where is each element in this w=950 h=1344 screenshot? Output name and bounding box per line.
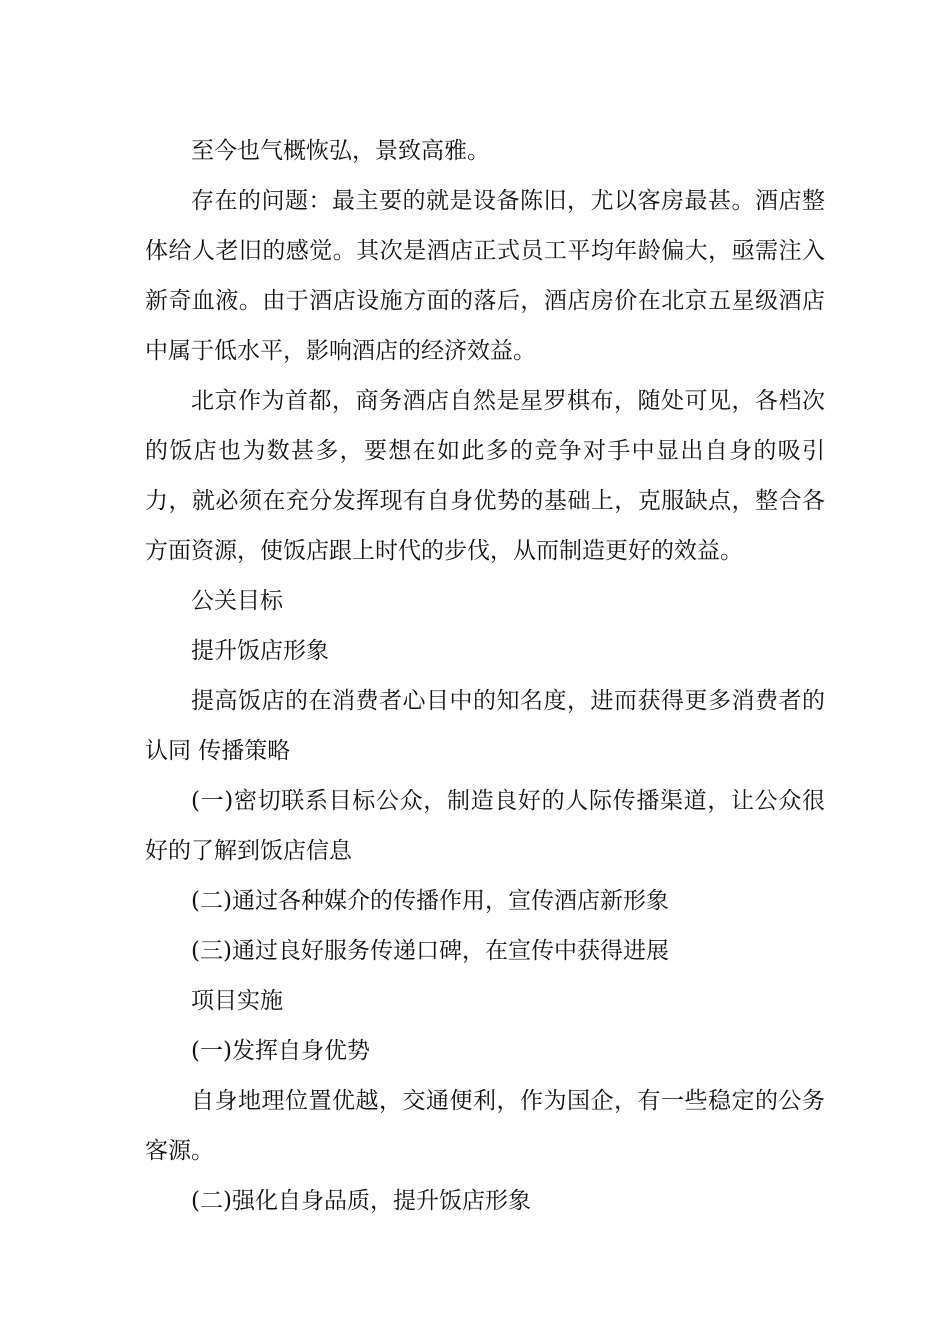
paragraph-7: (一)密切联系目标公众，制造良好的人际传播渠道，让公众很好的了解到饭店信息 <box>145 788 825 864</box>
paragraph-13: (二)强化自身品质，提升饭店形象 <box>191 1188 531 1214</box>
paragraph-12: 自身地理位置优越，交通便利，作为国企，有一些稳定的公务客源。 <box>145 1088 825 1164</box>
paragraph-11: (一)发挥自身优势 <box>191 1038 370 1064</box>
paragraph-1: 至今也气概恢弘，景致高雅。 <box>191 138 490 164</box>
paragraph-8: (二)通过各种媒介的传播作用，宣传酒店新形象 <box>191 888 669 914</box>
paragraph-5: 提升饭店形象 <box>191 638 329 664</box>
paragraph-9: (三)通过良好服务传递口碑，在宣传中获得进展 <box>191 938 669 964</box>
document-body <box>145 126 825 1226</box>
paragraph-2: 存在的问题：最主要的就是设备陈旧，尤以客房最甚。酒店整体给人老旧的感觉。其次是酒店正式员工平均年龄偏大，亟需注入新奇血液。由于酒店设施方面的落后，酒店房价在北京五星级酒店中属于低水平，影响酒店的经济效益。 <box>145 188 825 364</box>
paragraph-6: 提高饭店的在消费者心目中的知名度，进而获得更多消费者的认同 传播策略 <box>145 688 825 764</box>
heading-implementation: 项目实施 <box>191 988 283 1014</box>
paragraph-3: 北京作为首都，商务酒店自然是星罗棋布，随处可见，各档次的饭店也为数甚多，要想在如此多的竞争对手中显出自身的吸引力，就必须在充分发挥现有自身优势的基础上，克服缺点，整合各方面资源，使饭店跟上时代的步伐，从而制造更好的效益。 <box>145 388 825 564</box>
heading-pr-goal: 公关目标 <box>191 588 283 614</box>
